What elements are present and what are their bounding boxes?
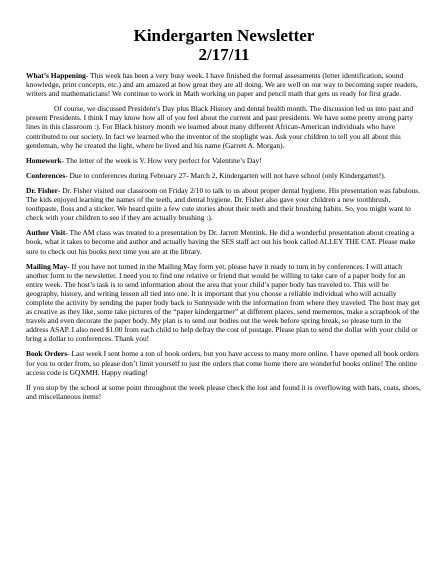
section-text: - The AM class was treated to a presentation by Dr. Jarrett Mentink. He did a wonderful presentation about creating a book, what it takes to become and author and actually having the SES staff act out his book called ALLEY THE CAT. Please make sure to check out his books next time you are at the library. (26, 228, 416, 256)
section-author-visit (26, 228, 422, 255)
section-book-orders (26, 349, 422, 376)
section-heading: Dr. Fisher (26, 185, 58, 195)
section-whats-happening-continued: Of course, we discussed President’s Day plus Black History and dental health month. The discussion led us into past and present Presidents. I think I may know how all of you feel about the current and past presidents. We have some pretty strong party lines in this classroom :). For Black history month we learned about many different African-American individuals who have contributed to our society. In fact we learned who the inventor of the stoplight was. Ask your children to tell you all about this gentleman, why he created the light, where he lived and his name (Garrett A. Morgan). (26, 104, 414, 150)
section-heading: Homework (26, 155, 62, 165)
newsletter-date: 2/17/11 (198, 45, 250, 64)
section-heading: Conferences (26, 170, 66, 180)
newsletter-title: Kindergarten Newsletter (133, 26, 315, 45)
section-conferences (26, 171, 422, 180)
section-text: - If you have not turned in the Mailing May form yet, please have it ready to turn in by conferences. I will attach another form to the newsletter. I need you to find one relative or friend that would be willing to take care of a paper body for an entire week. The host’s task is to send information about the area that your child’s paper body has traveled to. This will be geography, history, and writing lesson all tied into one. It is important that you choose a reliable individual who will actually complete the activity by sending the paper body back to Sunnyside with the information from where they traveled. The host may get as creative as they like, some take pictures of the “paper kindergartner” at different places, send mementos, make a scrapbook of the travels and even decorate the paper body. My plan is to send our bodies out the week before spring break, so please turn in the address ASAP. I also need $1.00 from each child to help defray the cost of postage. Please plan to send the dollar with your child or bring a dollar to conferences. Thank you! (26, 261, 420, 344)
section-text: - Due to conferences during February 27- March 2, Kindergarten will not have school (only Kindergarten!). (65, 170, 386, 180)
section-text: - Last week I sent home a ton of book orders, but you have access to many more online. I have opened all book orders for you to order from, so please don’t limit yourself to just the orders that come home there are wonderful books online! The online access code is GQXMH. Happy reading! (26, 349, 419, 377)
section-whats-happening (26, 71, 422, 98)
section-heading: Author Visit (26, 228, 66, 238)
section-heading: Book Orders (26, 349, 68, 359)
section-text: - The letter of the week is V. How very perfect for Valentine’s Day! (61, 155, 262, 165)
section-heading: Mailing May (26, 261, 68, 271)
section-dr-fisher (26, 186, 422, 222)
section-heading: What’s Happening (26, 71, 86, 80)
section-mailing-may (26, 262, 422, 344)
section-homework (26, 156, 422, 165)
closing-note: If you stop by the school at some point throughout the week please check the lost and found it is overflowing with hats, coats, shoes, and miscellaneous items! (26, 382, 421, 401)
section-text: - Dr. Fisher visited our classroom on Friday 2/10 to talk to us about proper dental hygiene. His presentation was fabulous. The kids enjoyed learning the names of the teeth, and dental hygiene. Dr. Fisher also gave your children a new toothbrush, toothpaste, floss and a sticker. We heard quite a few cute stories about their teeth and their brushing habits. So, you might want to check with your children to see if they are actually brushing :). (26, 185, 421, 223)
section-text: - This week has been a very busy week. I have finished the formal assessments (letter identification, sound knowledge, print concepts, etc.) and am amazed at how great they are all doing. We are well on our way to becoming super readers, writers and mathematicians! We continue to work in Math working on paper and pencil math that gets us ready for first grade. (26, 71, 418, 99)
